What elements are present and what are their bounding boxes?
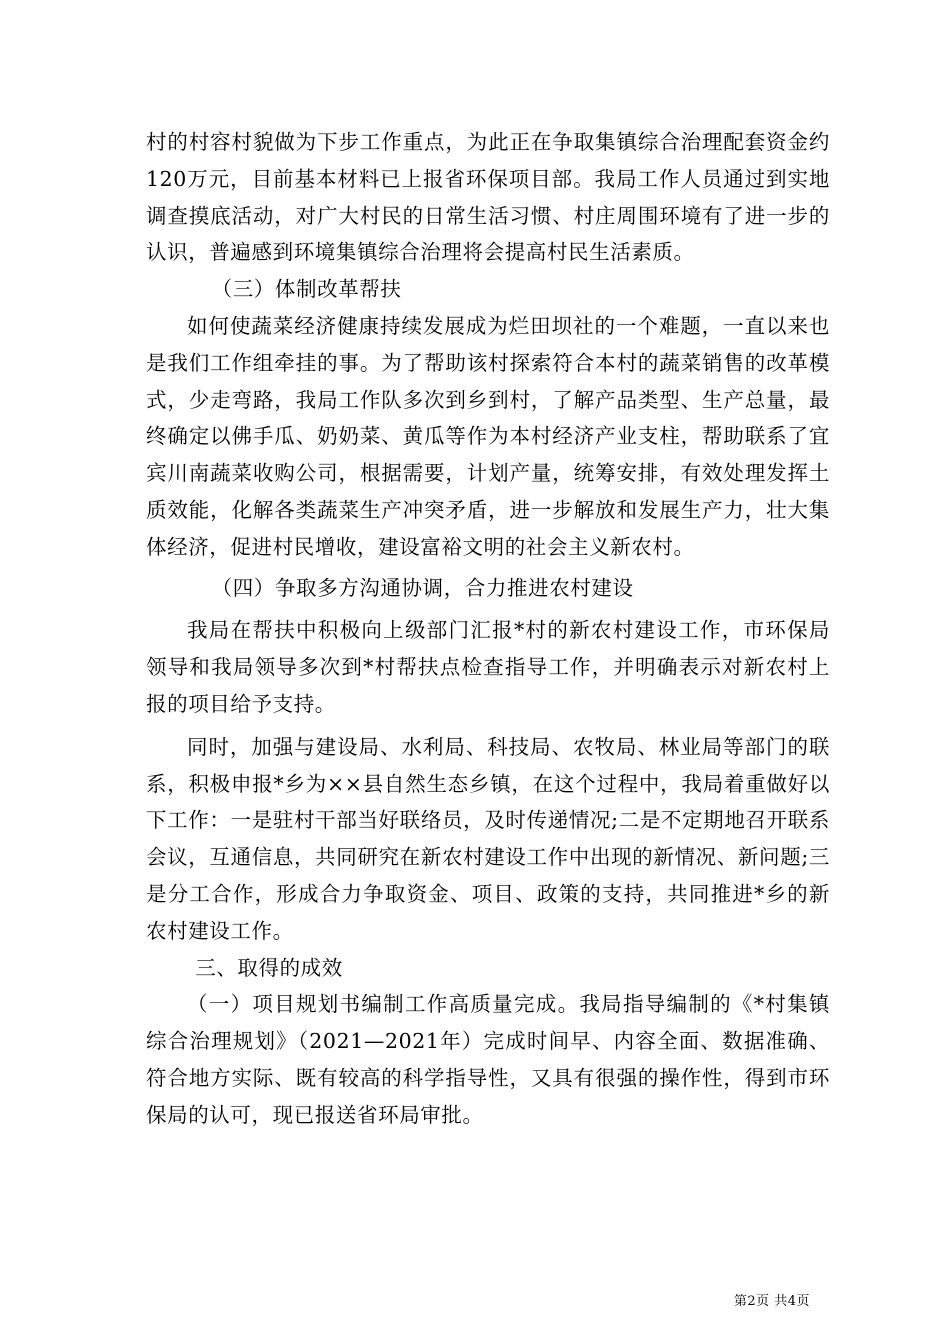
section-heading-results: 三、取得的成效 xyxy=(195,955,343,980)
page-number: 第2页 共4页 xyxy=(733,1294,810,1309)
subsection-heading-3: （三）体制改革帮扶 xyxy=(211,277,402,302)
subsection-heading-4: （四）争取多方沟通协调，合力推进农村建设 xyxy=(211,575,634,600)
paragraph-reform: 如何使蔬菜经济健康持续发展成为烂田坝社的一个难题，一直以来也是我们工作组牵挂的事。为了帮助该村探索符合本村的蔬菜销售的改革模式，少走弯路，我局工作队多次到乡到村，了解产品类型、生产总量，最终确定以佛手瓜、奶奶菜、黄瓜等作为本村经济产业支柱，帮助联系了宜宾川南蔬菜收购公司，根据需要，计划产量，统筹安排，有效处理发挥土质效能，化解各类蔬菜生产冲突矛盾，进一步解放和发展生产力，壮大集体经济，促进村民增收，建设富裕文明的社会主义新农村。 xyxy=(146,313,830,559)
paragraph-report: 我局在帮扶中积极向上级部门汇报*村的新农村建设工作，市环保局领导和我局领导多次到*村帮扶点检查指导工作，并明确表示对新农村上报的项目给予支持。 xyxy=(146,618,830,716)
document-body xyxy=(146,124,830,1134)
paragraph-results-1: （一）项目规划书编制工作高质量完成。我局指导编制的《*村集镇综合治理规划》（2021—2021年）完成时间早、内容全面、数据准确、符合地方实际、既有较高的科学指导性，又具有很强的操作性，得到市环保局的认可，现已报送省环局审批。 xyxy=(146,992,830,1127)
paragraph-coordination: 同时，加强与建设局、水利局、科技局、农牧局、林业局等部门的联系，积极申报*乡为××县自然生态乡镇，在这个过程中，我局着重做好以下工作：一是驻村干部当好联络员，及时传递情况;二是不定期地召开联系会议，互通信息，共同研究在新农村建设工作中出现的新情况、新问题;三是分工合作，形成合力争取资金、项目、政策的支持，共同推进*乡的新农村建设工作。 xyxy=(146,734,830,943)
paragraph-continuation: 村的村容村貌做为下步工作重点，为此正在争取集镇综合治理配套资金约120万元，目前基本材料已上报省环保项目部。我局工作人员通过到实地调查摸底活动，对广大村民的日常生活习惯、村庄周围环境有了进一步的认识，普遍感到环境集镇综合治理将会提高村民生活素质。 xyxy=(146,130,830,265)
